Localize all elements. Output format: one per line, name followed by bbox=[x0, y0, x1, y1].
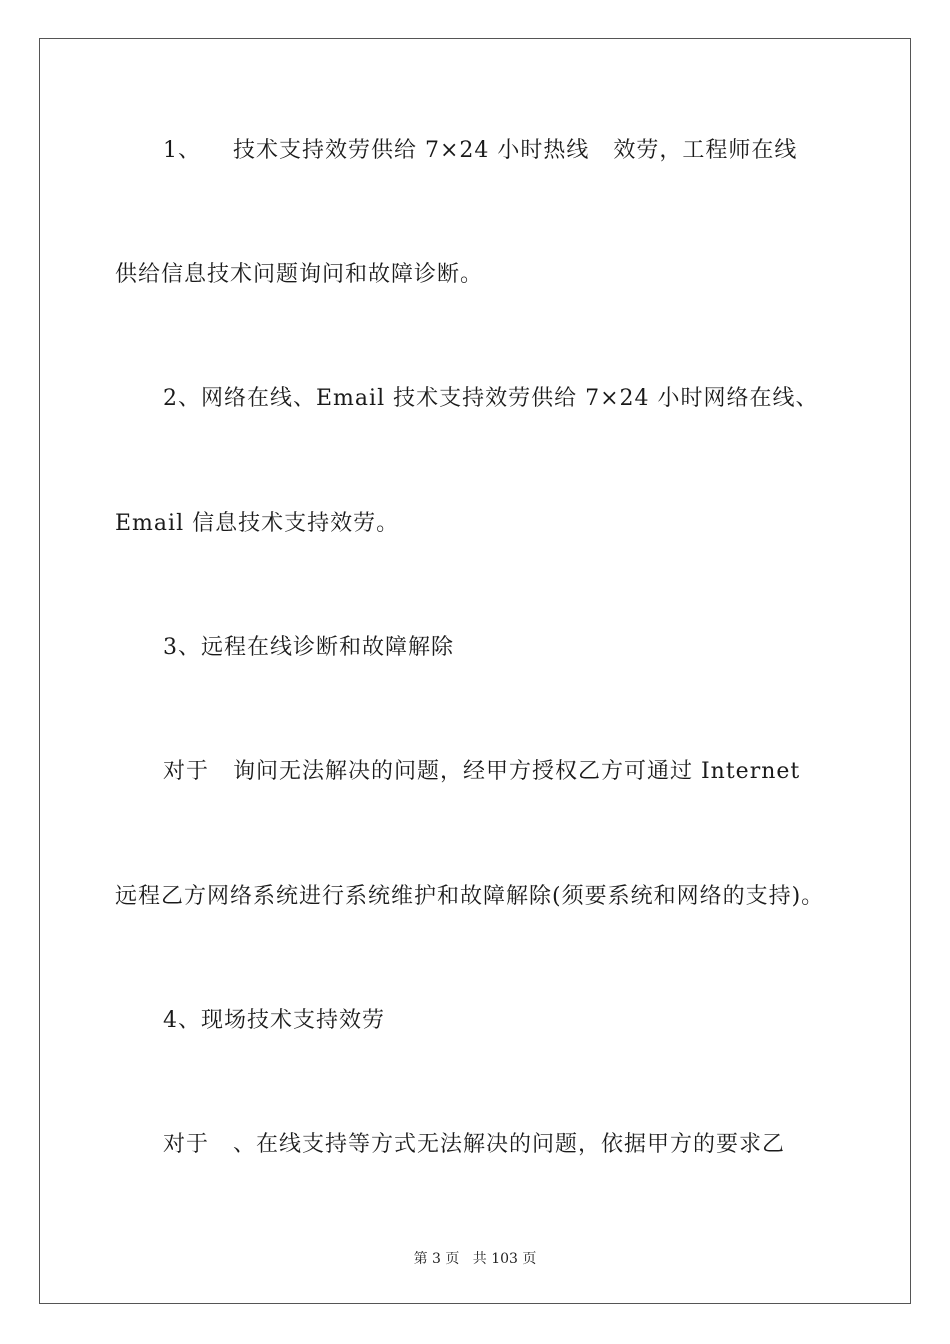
paragraph-2-line-1: 2、网络在线、Email 技术支持效劳供给 7×24 小时网络在线、 bbox=[163, 386, 819, 411]
paragraph-1-line-2: 供给信息技术问题询问和故障诊断。 bbox=[115, 262, 484, 287]
paragraph-1-line-1: 1、 技术支持效劳供给 7×24 小时热线 效劳，工程师在线 bbox=[163, 138, 798, 163]
page-number-footer: 第 3 页 共 103 页 bbox=[413, 1251, 537, 1267]
page-frame bbox=[39, 38, 911, 1304]
paragraph-3-line-1: 对于 询问无法解决的问题，经甲方授权乙方可通过 Internet bbox=[163, 759, 801, 784]
paragraph-4-line-1: 对于 、在线支持等方式无法解决的问题，依据甲方的要求乙 bbox=[163, 1132, 785, 1157]
paragraph-2-line-2: Email 信息技术支持效劳。 bbox=[115, 511, 400, 536]
section-heading-4: 4、现场技术支持效劳 bbox=[163, 1008, 385, 1033]
paragraph-3-line-2: 远程乙方网络系统进行系统维护和故障解除(须要系统和网络的支持)。 bbox=[115, 884, 825, 909]
section-heading-3: 3、远程在线诊断和故障解除 bbox=[163, 635, 454, 660]
